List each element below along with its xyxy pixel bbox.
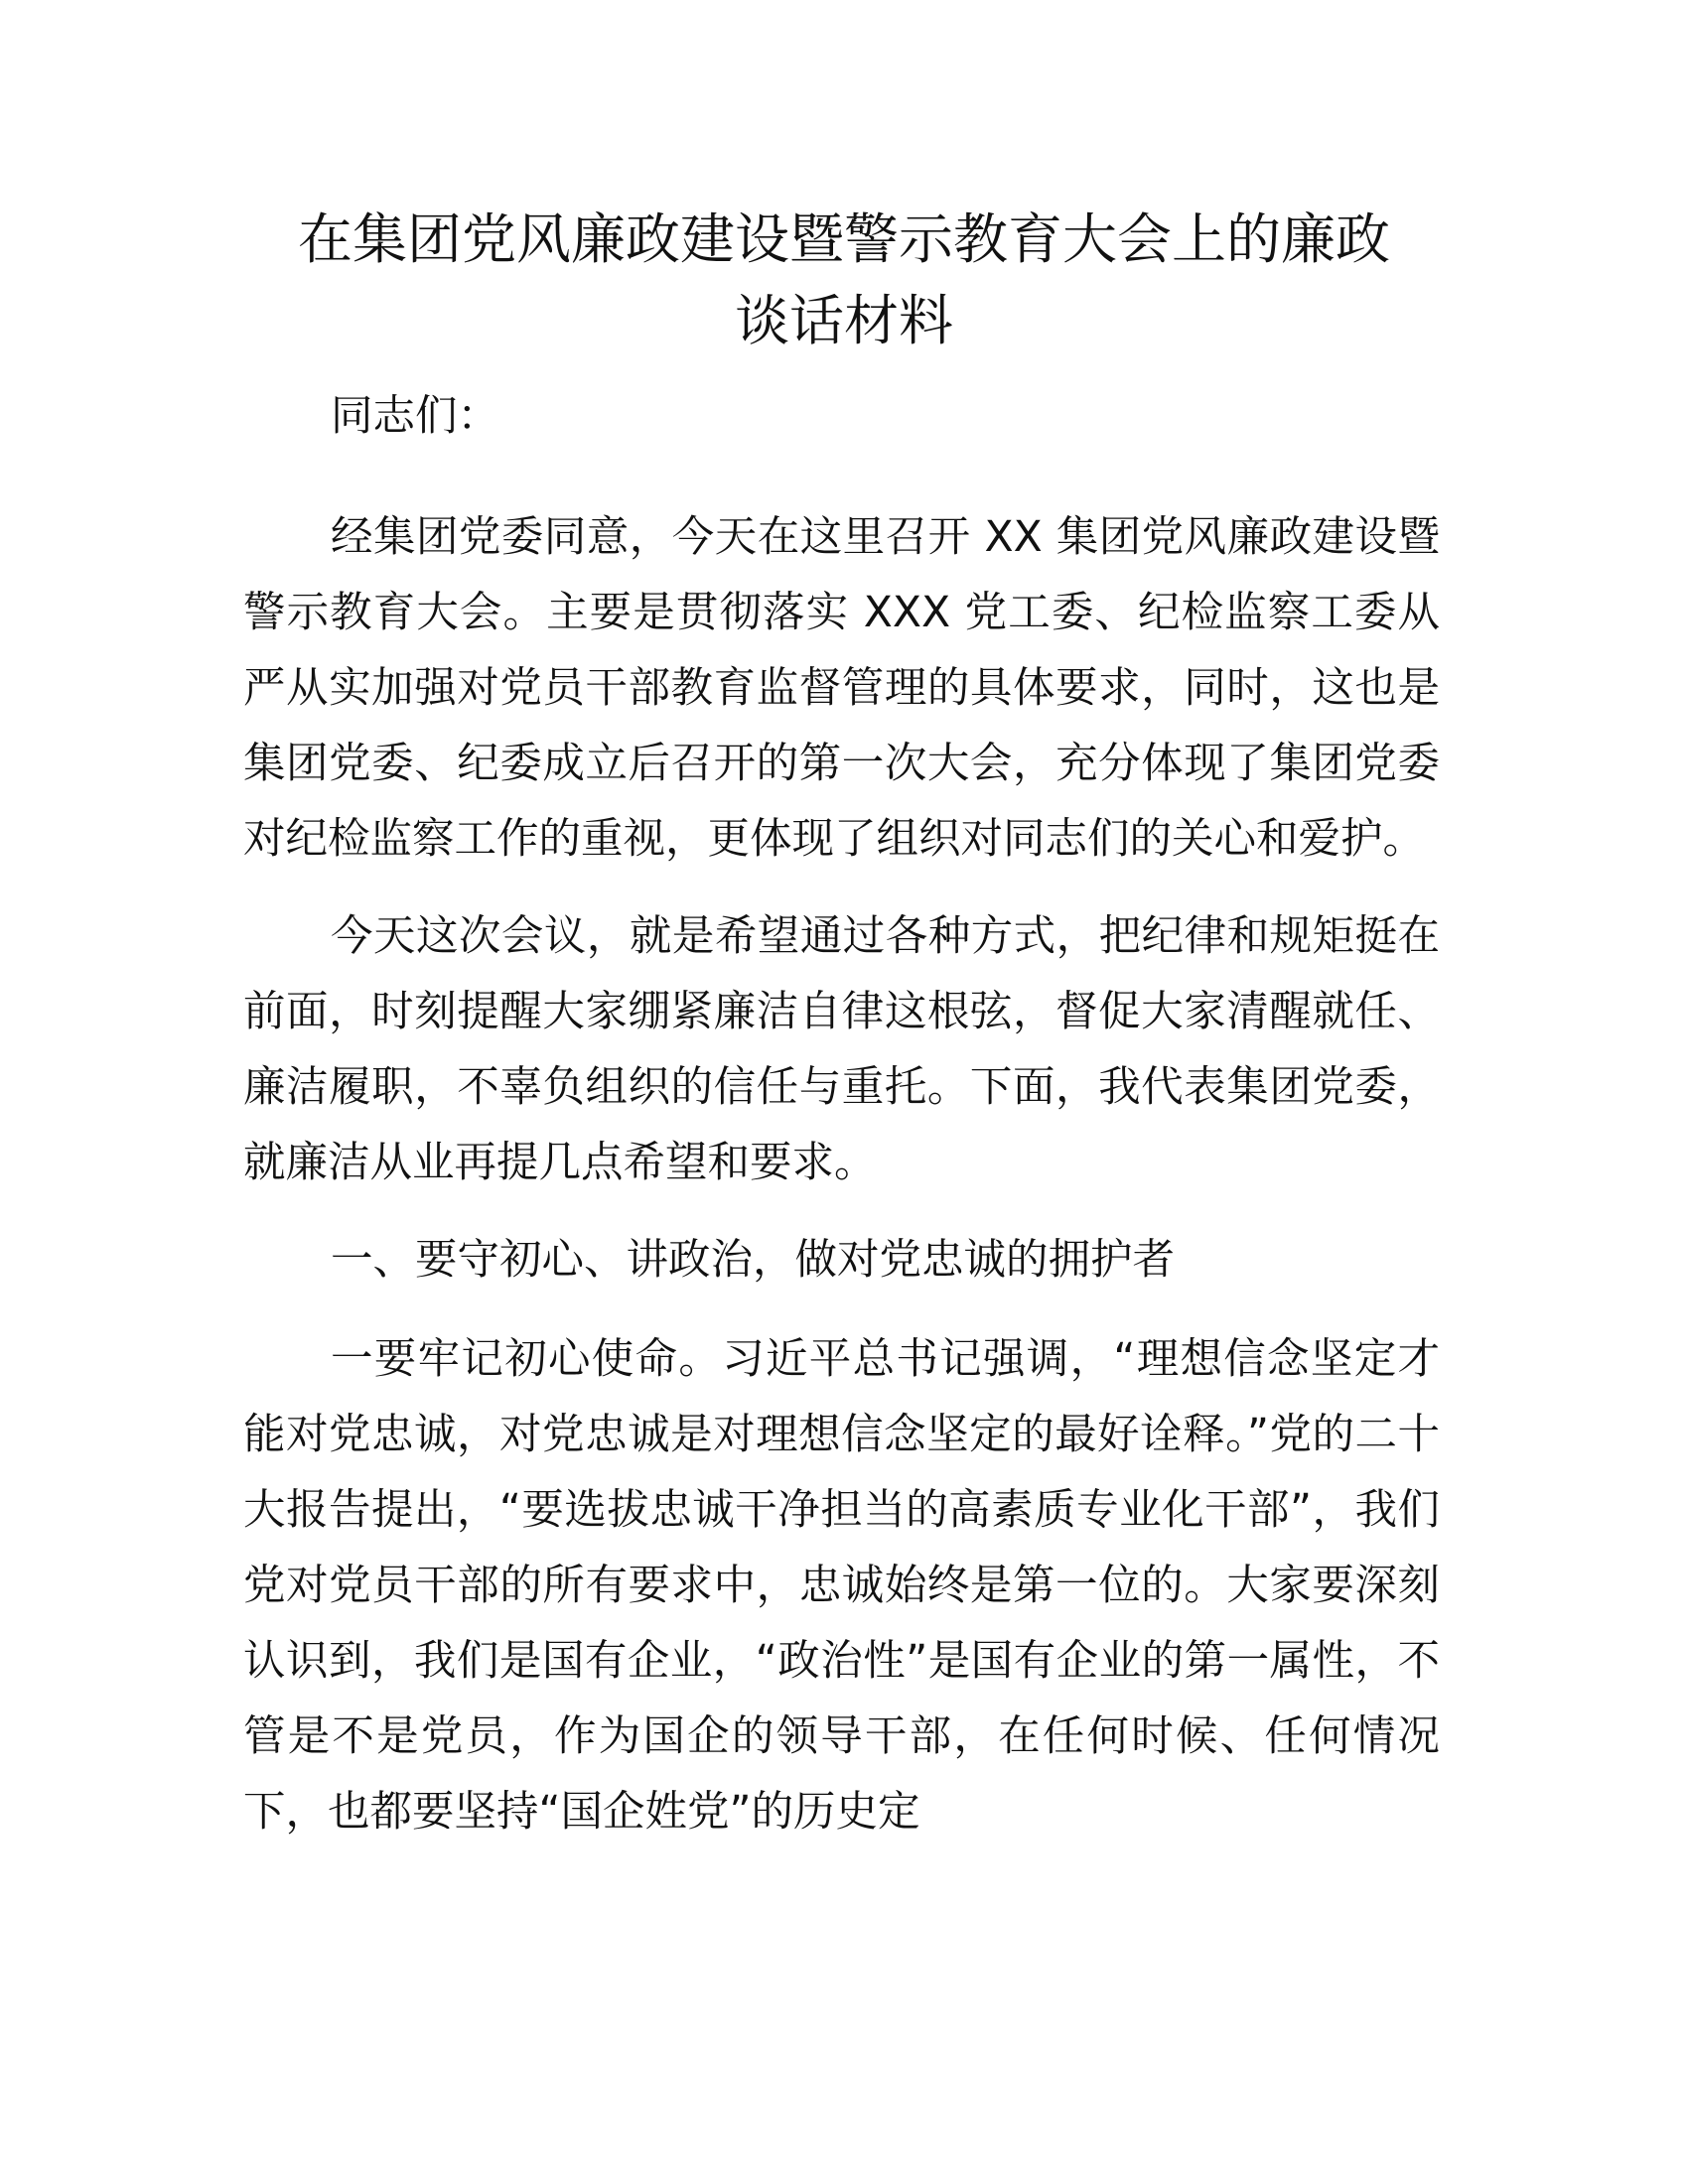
document-title <box>228 199 1460 361</box>
section-paragraph: 一要牢记初心使命。习近平总书记强调，“理想信念坚定才能对党忠诚，对党忠诚是对理想信念坚定的最好诠释。”党的二十大报告提出，“要选拔忠诚干净担当的高素质专业化干部”，我们党对党员干部的所有要求中，忠诚始终是第一位的。大家要深刻认识到，我们是国有企业，“政治性”是国有企业的第一属性，不管是不是党员，作为国企的领导干部，在任何时候、任何情况下，也都要坚持“国企姓党”的历史定 <box>243 1335 1440 1837</box>
document-body <box>243 379 1440 1872</box>
paragraph-2: 今天这次会议，就是希望通过各种方式，把纪律和规矩挺在前面，时刻提醒大家绷紧廉洁自律这根弦，督促大家清醒就任、廉洁履职，不辜负组织的信任与重托。下面，我代表集团党委，就廉洁从业再提几点希望和要求。 <box>243 912 1440 1187</box>
title-line-2: 谈话材料 <box>734 289 953 352</box>
salutation: 同志们： <box>331 392 500 441</box>
title-line-1: 在集团党风廉政建设暨警示教育大会上的廉政 <box>297 207 1390 271</box>
section-heading: 一、要守初心、讲政治，做对党忠诚的拥护者 <box>331 1236 1176 1285</box>
paragraph-1: 经集团党委同意，今天在这里召开 XX 集团党风廉政建设暨警示教育大会。主要是贯彻落实 XXX 党工委、纪检监察工委从严从实加强对党员干部教育监督管理的具体要求，同时，这也是集团党委、纪委成立后召开的第一次大会，充分体现了集团党委对纪检监察工作的重视，更体现了组织对同志们的关心和爱护。 <box>243 513 1440 864</box>
